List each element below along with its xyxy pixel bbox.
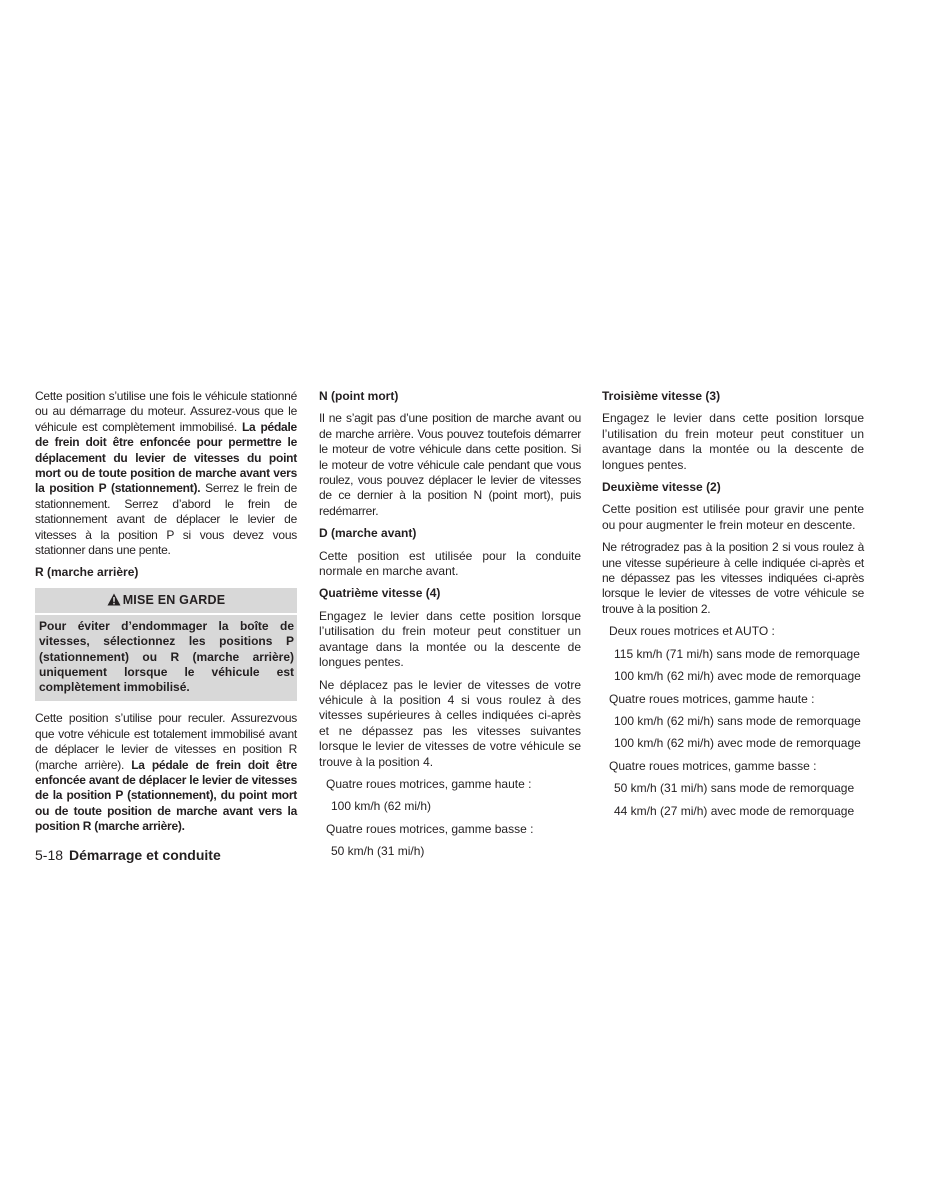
speed-value: 50 km/h (31 mi/h) sans mode de remorquage [614,781,855,796]
speed-group-label: Quatre roues motrices, gamme haute : [609,691,815,706]
park-text-bold: La pédale de frein doit être enfoncée pour permettre le déplacement du levier de vitesses du point mort ou de toute position de marche avant vers la position P (stationnement). [35,419,297,496]
paragraph-third-gear: Engagez le levier dans cette position lorsque l’utilisation du frein moteur peut constituer un avantage dans la montée ou la descente de longues pentes. [602,411,864,472]
paragraph-drive: Cette position est utilisée pour la conduite normale en marche avant. [319,548,581,579]
column-right [602,389,864,826]
park-text-a: Cette position s’utilise une fois le véhicule stationné ou au démarrage du moteur. Assurez-vous que le véhicule est complètement immobilisé. [35,389,297,434]
heading-third-gear: Troisième vitesse (3) [602,389,721,403]
heading-neutral: N (point mort) [319,389,399,403]
speed-group-label: Quatre roues motrices, gamme basse : [326,821,534,836]
reverse-text-bold: La pédale de frein doit être enfoncée avant de déplacer le levier de vitesses de la position P (stationnement), du point mort ou de toute position de marche avant vers la position R (marche arrière). [35,757,297,834]
speed-value: 100 km/h (62 mi/h) sans mode de remorquage [614,713,861,728]
warning-title: MISE EN GARDE [122,592,226,607]
section-title: Démarrage et conduite [69,847,221,863]
heading-drive: D (marche avant) [319,526,417,541]
warning-body: Pour éviter d’endommager la boîte de vitesses, sélectionnez les positions P (stationnement) ou R (marche arrière) uniquement lorsque le véhicule est complètement immobilisé. [39,619,294,695]
column-left [35,389,297,842]
heading-fourth-gear: Quatrième vitesse (4) [319,586,441,601]
warning-box [35,588,297,701]
speed-value: 50 km/h (31 mi/h) [331,844,425,859]
paragraph-reverse [35,711,297,834]
speed-group-label: Quatre roues motrices, gamme basse : [609,758,817,773]
park-text-c: Serrez le frein de stationnement. Serrez d’abord le frein de stationnement avant de déplacer le levier de vitesses à la position P si vous devez vous stationner dans une pente. [35,481,297,558]
paragraph-neutral: Il ne s’agit pas d’une position de marche avant ou de marche arrière. Vous pouvez toutefois démarrer le moteur de votre véhicule dans cette position. Si le moteur de votre véhicule cale pendant que vous roulez, vous pouvez déplacer le levier de vitesses de ce dernier à la position N (point mort), puis redémarrer. [319,411,581,518]
paragraph-fourth-gear-limit: Ne déplacez pas le levier de vitesses de votre véhicule à la position 4 si vous roulez à des vitesses supérieures à celles indiquées ci-après et ne dépassez pas les vitesses suivantes lorsque le levier de vitesses de votre véhicule se trouve à la position 4. [319,677,581,769]
paragraph-second-gear-limit: Ne rétrogradez pas à la position 2 si vous roulez à une vitesse supérieure à celle indiquée ci-après et ne dépassez pas les vitesses indiquées ci-après lorsque le levier de vitesses de votre véhicule se trouve à la position 2. [602,540,864,616]
heading-reverse: R (marche arrière) [35,565,139,580]
speed-value: 100 km/h (62 mi/h) avec mode de remorquage [614,669,861,684]
speed-value: 100 km/h (62 mi/h) [331,799,432,814]
column-middle [319,389,581,867]
speed-value: 44 km/h (27 mi/h) avec mode de remorquage [614,803,855,818]
paragraph-park [35,389,297,558]
paragraph-fourth-gear: Engagez le levier dans cette position lorsque l’utilisation du frein moteur peut constituer un avantage dans la montée ou la descente de longues pentes. [319,608,581,670]
page-number: 5-18 [35,847,64,863]
reverse-text-a: Cette position s’utilise pour reculer. Assurezvous que votre véhicule est totalement immobilisé avant de déplacer le levier de vitesses en position R (marche arrière). [35,711,297,772]
paragraph-second-gear: Cette position est utilisée pour gravir une pente ou pour augmenter le frein moteur en descente. [602,502,864,532]
warning-triangle-icon [107,593,121,610]
speed-value: 115 km/h (71 mi/h) sans mode de remorquage [614,646,860,661]
heading-second-gear: Deuxième vitesse (2) [602,480,721,495]
speed-group-label: Quatre roues motrices, gamme haute : [326,776,532,791]
speed-group-label: Deux roues motrices et AUTO : [609,624,775,639]
warning-header [35,588,297,615]
speed-value: 100 km/h (62 mi/h) avec mode de remorquage [614,736,861,751]
page-footer [35,846,221,864]
